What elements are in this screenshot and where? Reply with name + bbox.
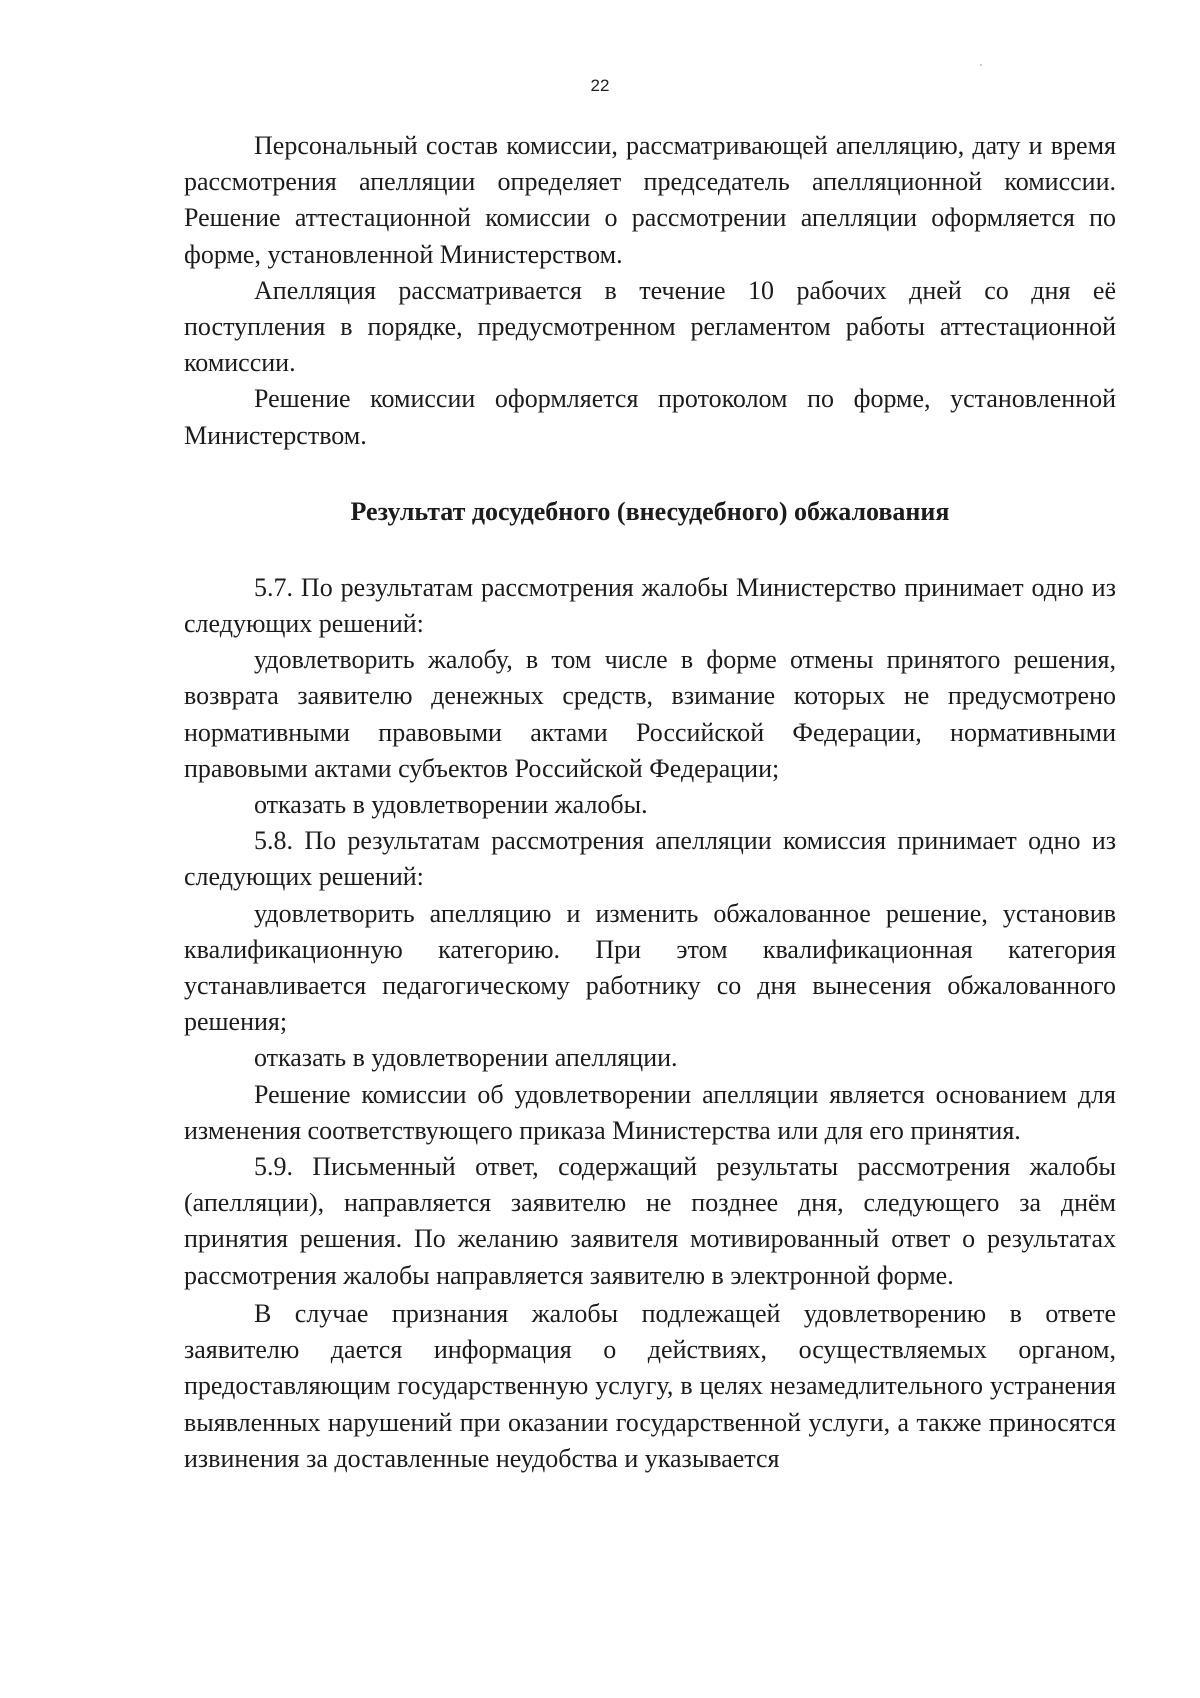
paragraph-satisfied-complaint-info: В случае признания жалобы подлежащей удовлетворению в ответе заявителю дается информация о действиях, осуществляемых органом, предоставляющим государственную услугу, в целях незамедлительного устранения выявленных нарушений при оказании государственной услуги, а также приносятся извинения за доставленные неудобства и указывается	[184, 1298, 1116, 1473]
paragraph-refuse-appeal: отказать в удовлетворении апелляции.	[254, 1043, 678, 1073]
paragraph-appeal-term: Апелляция рассматривается в течение 10 рабочих дней со дня её поступления в порядке, предусмотренном регламентом работы аттестационной комиссии.	[184, 275, 1116, 378]
paragraph-5-8: 5.8. По результатам рассмотрения апелляции комиссия принимает одно из следующих решений:	[184, 826, 1116, 892]
paragraph-satisfy-complaint: удовлетворить жалобу, в том числе в форме отмены принятого решения, возврата заявителю денежных средств, взимание которых не предусмотрено нормативными правовыми актами Российской Федерации, нормативными правовыми актами субъектов Российской Федерации;	[184, 645, 1116, 783]
paragraph-5-7: 5.7. По результатам рассмотрения жалобы Министерство принимает одно из следующих решений:	[184, 572, 1116, 639]
paragraph-commission-composition: Персональный состав комиссии, рассматривающей апелляцию, дату и время рассмотрения апелляции определяет председатель апелляционной комиссии. Решение аттестационной комиссии о рассмотрении апелляции оформляется по форме, установленной Министерством.	[184, 131, 1116, 269]
paragraph-5-9: 5.9. Письменный ответ, содержащий результаты рассмотрения жалобы (апелляции), направляется заявителю не позднее дня, следующего за днём принятия решения. По желанию заявителя мотивированный ответ о результатах рассмотрения жалобы направляется заявителю в электронной форме.	[184, 1152, 1116, 1290]
document-body	[184, 128, 1116, 1477]
section-heading: Результат досудебного (внесудебного) обжалования	[350, 496, 950, 526]
paragraph-commission-decision: Решение комиссии оформляется протоколом по форме, установленной Министерством.	[184, 384, 1116, 450]
page-number: 22	[590, 76, 610, 95]
scan-artifact	[980, 64, 982, 66]
paragraph-satisfy-appeal: удовлетворить апелляцию и изменить обжалованное решение, установив квалификационную категорию. При этом квалификационная категория устанавливается педагогическому работнику со дня вынесения обжалованного решения;	[184, 898, 1116, 1037]
paragraph-refuse-complaint: отказать в удовлетворении жалобы.	[254, 790, 648, 820]
paragraph-appeal-basis: Решение комиссии об удовлетворении апелляции является основанием для изменения соответствующего приказа Министерства или для его принятия.	[184, 1079, 1116, 1145]
